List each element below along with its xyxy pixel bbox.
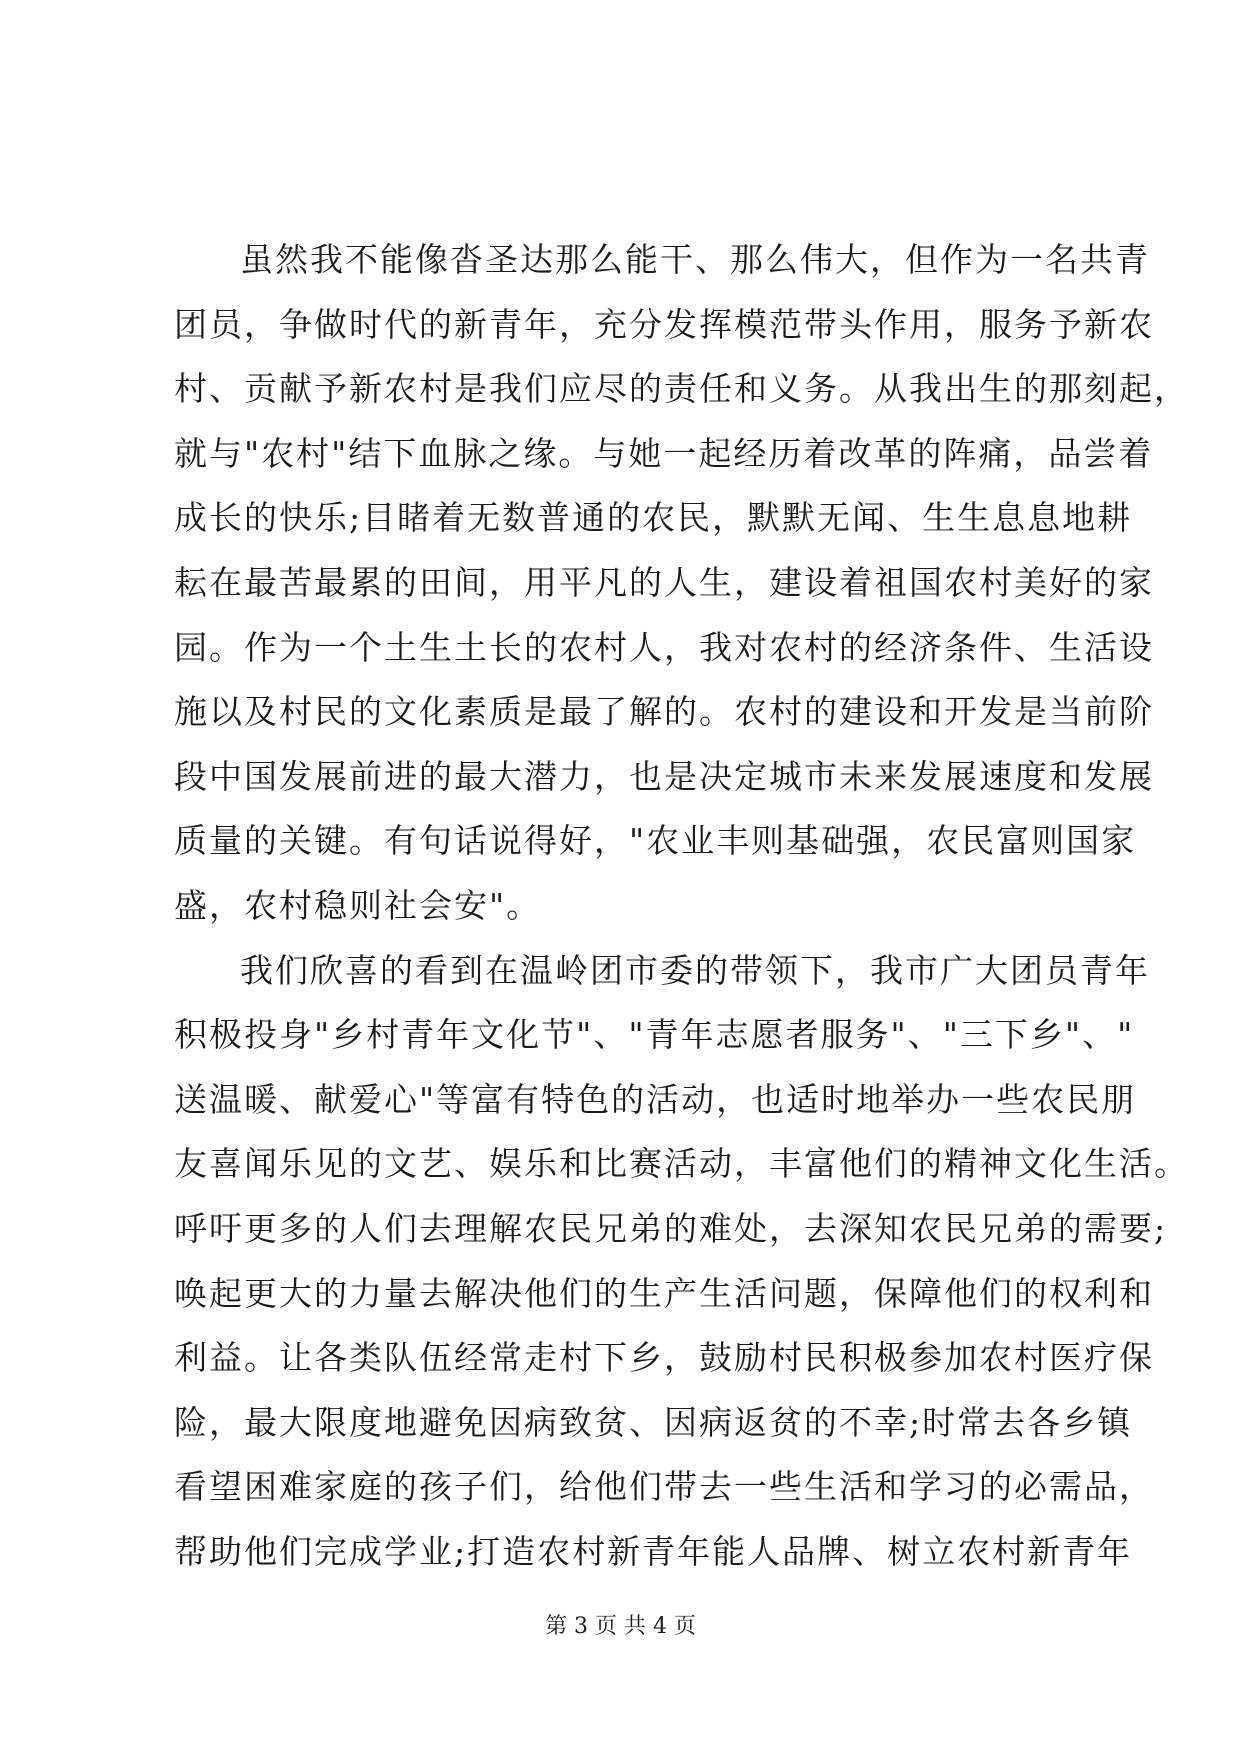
paragraph-1-line-8: 施以及村民的文化素质是最了解的。农村的建设和开发是当前阶: [174, 692, 1154, 732]
paragraph-2-line-4: 友喜闻乐见的文艺、娱乐和比赛活动，丰富他们的精神文化生活。: [174, 1144, 1189, 1184]
paragraph-2-line-10: 帮助他们完成学业;打造农村新青年能人品牌、树立农村新青年: [174, 1531, 1133, 1571]
paragraph-2-line-1: 我们欣喜的看到在温岭团市委的带领下，我市广大团员青年: [240, 950, 1150, 990]
paragraph-1-line-5: 成长的快乐;目睹着无数普通的农民，默默无闻、生生息息地耕: [174, 498, 1133, 538]
paragraph-2-line-6: 唤起更大的力量去解决他们的生产生活问题，保障他们的权利和: [174, 1273, 1154, 1313]
paragraph-1-line-4: 就与"农村"结下血脉之缘。与她一起经历着改革的阵痛，品尝着: [174, 433, 1154, 473]
paragraph-1-line-6: 耘在最苦最累的田间，用平凡的人生，建设着祖国农村美好的家: [174, 562, 1154, 602]
paragraph-2-line-3: 送温暖、献爱心"等富有特色的活动，也适时地举办一些农民朋: [174, 1079, 1137, 1119]
paragraph-2-line-8: 险，最大限度地避免因病致贫、因病返贫的不幸;时常去各乡镇: [174, 1402, 1133, 1442]
page-number-footer: 第 3 页 共 4 页: [545, 1614, 696, 1639]
paragraph-1-line-11: 盛，农村稳则社会安"。: [174, 885, 542, 925]
paragraph-1-line-1: 虽然我不能像沓圣达那么能干、那么伟大，但作为一名共青: [240, 240, 1150, 279]
paragraph-2-line-9: 看望困难家庭的孩子们，给他们带去一些生活和学习的必需品，: [174, 1467, 1154, 1507]
paragraph-1-line-3: 村、贡献予新农村是我们应尽的责任和义务。从我出生的那刻起，: [174, 369, 1189, 409]
paragraph-1-line-2: 团员，争做时代的新青年，充分发挥模范带头作用，服务予新农: [174, 304, 1154, 344]
paragraph-1-line-10: 质量的关键。有句话说得好，"农业丰则基础强，农民富则国家: [174, 821, 1137, 861]
paragraph-2-line-2: 积极投身"乡村青年文化节"、"青年志愿者服务"、"三下乡"、": [174, 1015, 1135, 1055]
paragraph-2-line-7: 利益。让各类队伍经常走村下乡，鼓励村民积极参加农村医疗保: [174, 1338, 1154, 1378]
paragraph-1-line-7: 园。作为一个土生土长的农村人，我对农村的经济条件、生活设: [174, 627, 1154, 667]
document-body: [174, 228, 1189, 1584]
paragraph-1-line-9: 段中国发展前进的最大潜力，也是决定城市未来发展速度和发展: [174, 756, 1154, 796]
paragraph-2-line-5: 呼吁更多的人们去理解农民兄弟的难处，去深知农民兄弟的需要;: [174, 1208, 1168, 1248]
